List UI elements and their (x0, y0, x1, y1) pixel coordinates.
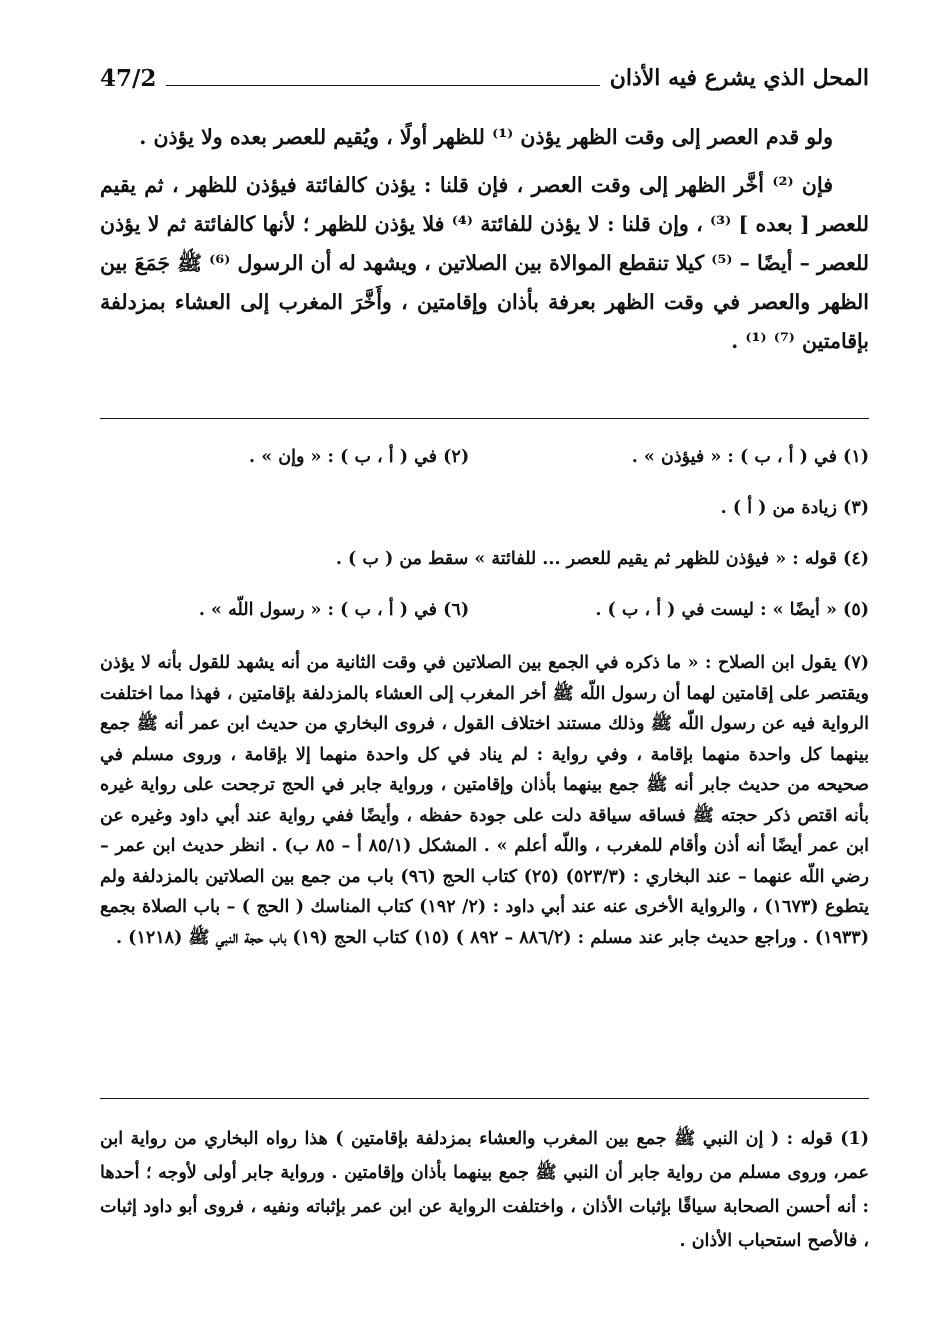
footnote-3: (٣) زيادة من ( أ ) . (720, 498, 869, 518)
footnote-row (100, 440, 869, 474)
footnote-1: (١) في ( أ ، ب ) : « فيؤذن » . (631, 447, 869, 467)
footnote-divider (100, 418, 869, 419)
footnote-5: (٥) « أيضًا » : ليست في ( أ ، ب ) . (595, 600, 869, 620)
page-number: 47/2 (100, 64, 157, 92)
footnotes (100, 440, 869, 644)
editor-note: (1) قوله : ( إن النبي ﷺ جمع بين المغرب والعشاء بمزدلفة بإقامتين ) هذا رواه البخاري من رواية ابن عمر، وروى مسلم من رواية جابر أن النبي ﷺ جمع بينهما بأذان وإقامتين . ورواية جابر أولى لأوجه ؛ أحدها : أنه أحسن الصحابة سياقًا بإثبات الأذان ، واختلفت الرواية عن ابن عمر بإثباته ونفيه ، فروى أبو داود إثبات ، فالأصح استحباب الأذان . (100, 1129, 869, 1251)
page-header (100, 58, 869, 98)
main-paragraph-1: ولو قدم العصر إلى وقت الظهر يؤذن ⁽¹⁾ للظهر أولًا ، ويُقيم للعصر بعده ولا يؤذن . (139, 125, 833, 149)
footnote-row (100, 593, 869, 627)
footnote-6: (٦) في ( أ ، ب ) : « رسول اللّه » . (198, 600, 470, 620)
main-text (100, 118, 869, 370)
footnote-2: (٢) في ( أ ، ب ) : « وإن » . (249, 447, 470, 467)
running-title: المحل الذي يشرع فيه الأذان (609, 65, 869, 91)
editor-note-divider (100, 1098, 869, 1099)
header-divider (166, 85, 599, 86)
footnote-7: (٧) يقول ابن الصلاح : « ما ذكره في الجمع بين الصلاتين في وقت الثانية من أنه يشهد للقول بأنه لا يؤذن ويقتصر على إقامتين لهما أن رسول اللّه ﷺ أخر المغرب إلى العشاء بالمزدلفة بإقامتين ، فهذا مما اختلفت الرواية فيه عن رسول اللّه ﷺ وذلك مستند اختلاف القول ، فروى البخاري من حديث ابن عمر أنه ﷺ جمع بينهما كل واحدة منهما بإقامة ، وفي رواية : لم يناد في كل واحدة منهما إلا بإقامة ، وروى مسلم في صحيحه من حديث جابر أنه ﷺ جمع بينهما بأذان وإقامتين ، ورواية جابر في الحج ترجحت على رواية غيره بأنه اقتص ذكر حجته ﷺ فساقه سياقة دلت على جودة حفظه ، وأيضًا ففي رواية عند أبي داود وغيره عن ابن عمر أيضًا أنه أذن وأقام للمغرب ، واللّه أعلم » . المشكل (٨٥/١ أ – ٨٥ ب) . انظر حديث ابن عمر – رضي اللّه عنهما – عند البخاري : (٥٢٣/٣) (٢٥) كتاب الحج (٩٦) باب من جمع بين الصلاتين بالمزدلفة ولم يتطوع (١٦٧٣) ، والرواية الأخرى عنه عند أبي داود : (٢/ ١٩٢) كتاب المناسك ( الحج ) – باب الصلاة بجمع (١٩٣٣) . وراجع حديث جابر عند مسلم : (٨٨٦/٢ – ٨٩٢ ) (١٥) كتاب الحج (١٩) باب حجة النبي ﷺ (١٢١٨) . (100, 653, 870, 948)
main-paragraph-2: فإن ⁽²⁾ أخَّر الظهر إلى وقت العصر ، فإن قلنا : يؤذن كالفائتة فيؤذن للظهر ، ثم يقيم للعصر [ بعده ] ⁽³⁾ ، وإن قلنا : لا يؤذن للفائتة ⁽⁴⁾ فلا يؤذن للظهر ؛ لأنها كالفائتة ثم لا يؤذن للعصر – أيضًا – ⁽⁵⁾ كيلا تنقطع الموالاة بين الصلاتين ، ويشهد له أن الرسول ⁽⁶⁾ ﷺ جَمَعَ بين الظهر والعصر في وقت الظهر بعرفة بأذان وإقامتين ، وأَخَّرَ المغرب إلى العشاء بمزدلفة بإقامتين ⁽⁷⁾ ⁽¹⁾ . (100, 173, 870, 353)
footnote-4: (٤) قوله : « فيؤذن للظهر ثم يقيم للعصر ... للفائتة » سقط من ( ب ) . (335, 549, 869, 569)
